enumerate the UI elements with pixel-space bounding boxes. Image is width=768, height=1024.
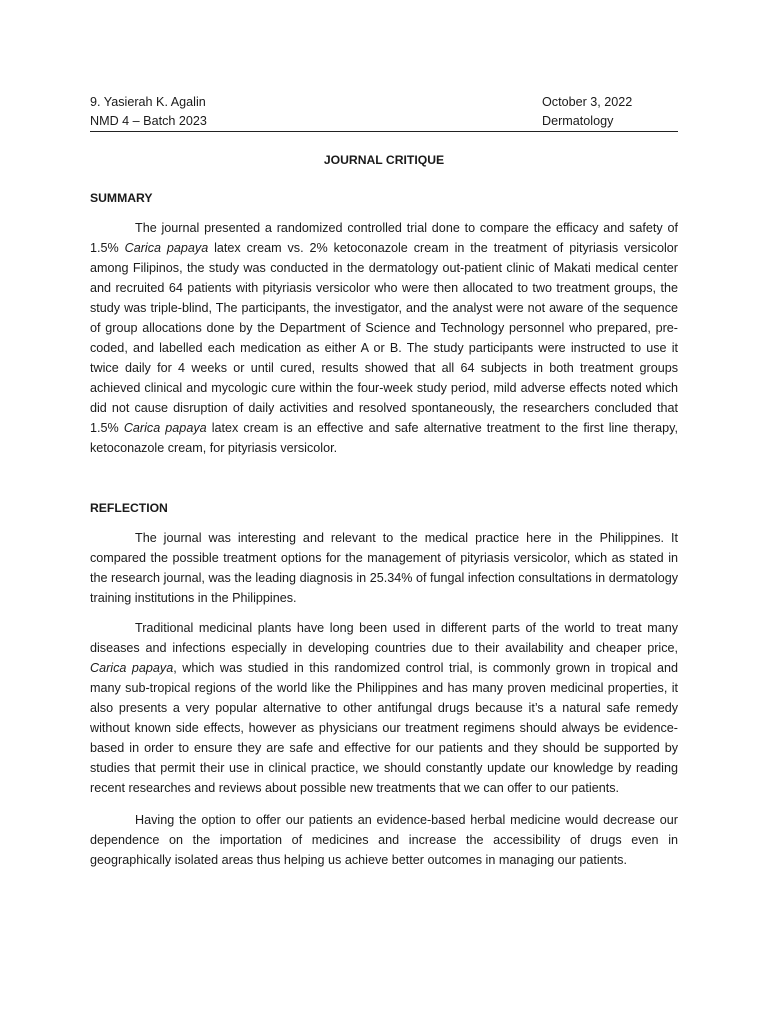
summary-text-part-1: The journal presented a randomized controlled trial done to compare the efficacy and safety of 1.5% bbox=[90, 221, 678, 255]
document-date: October 3, 2022 bbox=[542, 95, 633, 109]
header-right bbox=[542, 93, 632, 131]
document-header bbox=[90, 93, 678, 132]
species-name: Carica papaya bbox=[90, 661, 174, 675]
reflection-text-part-1: Traditional medicinal plants have long been used in different parts of the world to treat many diseases and infections especially in developing countries due to their availability and cheaper price, bbox=[90, 621, 678, 655]
summary-heading: SUMMARY bbox=[90, 191, 153, 205]
reflection-paragraph-2 bbox=[90, 618, 678, 798]
summary-text-part-2: latex cream vs. 2% ketoconazole cream in the treatment of pityriasis versicolor among Filipinos, the study was conducted in the dermatology out-patient clinic of Makati medical center and recruited 64 patients with pityriasis versicolor who were then allocated to two treatment groups, the study was triple-blind, The participants, the investigator, and the analyst were not aware of the sequence of group allocations done by the Department of Science and Technology personnel who prepared, pre-coded, and labelled each medication as either A or B. The study participants were instructed to use it twice daily for 4 weeks or until cured, results showed that all 64 subjects in both treatment groups achieved clinical and mycologic cure within the four-week study period, mild adverse effects noted which did not cause disruption of daily activities and resolved spontaneously, the researchers concluded that 1.5% bbox=[90, 241, 678, 435]
reflection-text-part-2: , which was studied in this randomized control trial, is commonly grown in tropical and many sub-tropical regions of the world like the Philippines and has many proven medicinal properties, it also presents a very popular alternative to other antifungal drugs because it’s a natural safe remedy without known side effects, however as physicians our treatment regimens should always be evidence-based in order to ensure they are safe and effective for our patients and they should be supported by studies that permit their use in clinical practice, we should constantly update our knowledge by reading recent researches and reviews about possible new treatments that we can offer to our patients. bbox=[90, 661, 678, 795]
document-title: JOURNAL CRITIQUE bbox=[323, 153, 445, 167]
header-left bbox=[90, 93, 207, 131]
reflection-heading: REFLECTION bbox=[90, 501, 168, 515]
species-name: Carica papaya bbox=[123, 421, 207, 435]
reflection-paragraph-3: Having the option to offer our patients an evidence-based herbal medicine would decrease our dependence on the importation of medicines and increase the accessibility of drugs even in geographically isolated areas thus helping us achieve better outcomes in managing our patients. bbox=[90, 813, 678, 867]
author-name: 9. Yasierah K. Agalin bbox=[90, 95, 206, 109]
department-label: Dermatology bbox=[542, 114, 614, 128]
batch-label: NMD 4 – Batch 2023 bbox=[90, 114, 207, 128]
reflection-paragraph-1: The journal was interesting and relevant to the medical practice here in the Philippines. It compared the possible treatment options for the management of pityriasis versicolor, which as stated in the research journal, was the leading diagnosis in 25.34% of fungal infection consultations in dermatology training institutions in the Philippines. bbox=[90, 531, 678, 605]
summary-text-part-3: latex cream is an effective and safe alternative treatment to the first line therapy, ketoconazole cream, for pityriasis versicolor. bbox=[90, 421, 678, 455]
species-name: Carica papaya bbox=[124, 241, 209, 255]
summary-paragraph bbox=[90, 218, 678, 458]
